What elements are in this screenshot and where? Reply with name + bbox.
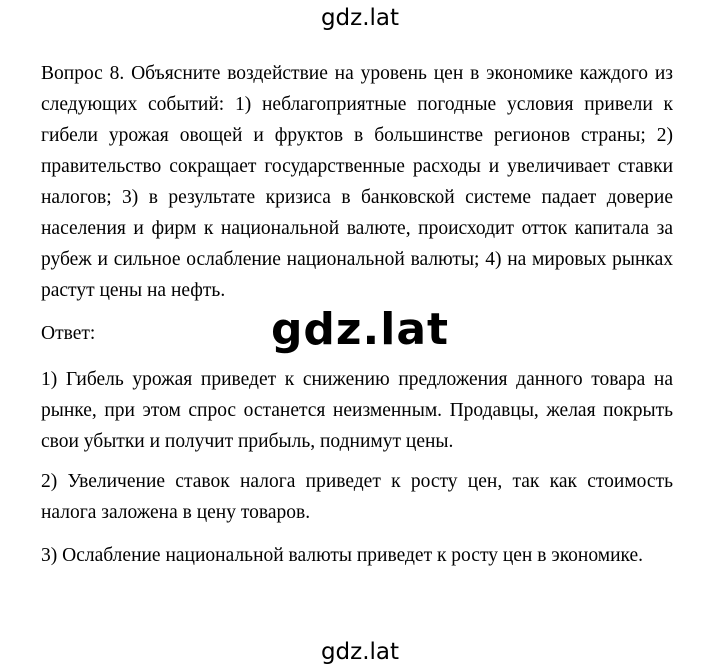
answer-item-3: 3) Ослабление национальной валюты приведет к росту цен в экономике. [41,545,644,566]
question-text: Вопрос 8. Объясните воздействие на уровень цен в экономике каждого из следующих событий: 1) неблагоприятные погодные условия привели к гибели урожая овощей и фруктов в большинстве регионов страны; 2) правительство сокращает государственные расходы и увеличивает ставки налогов; 3) в результате кризиса в банковской системе падает доверие населения и фирм к национальной валюте, происходит отток капитала за рубеж и сильное ослабление национальной валюты; 4) на мировых рынках растут цены на нефть. [41,63,673,301]
watermark-bottom: gdz.lat [320,639,400,665]
answer-label: Ответ: [41,323,96,344]
watermark-top: gdz.lat [320,5,400,31]
answer-item-2: 2) Увеличение ставок налога приведет к росту цен, так как стоимость налога заложена в цену товаров. [41,471,673,523]
watermark-center: gdz.lat [270,304,450,355]
answer-item-1: 1) Гибель урожая приведет к снижению предложения данного товара на рынке, при этом спрос останется неизменным. Продавцы, желая покрыть свои убытки и получит прибыль, поднимут цены. [41,369,673,452]
